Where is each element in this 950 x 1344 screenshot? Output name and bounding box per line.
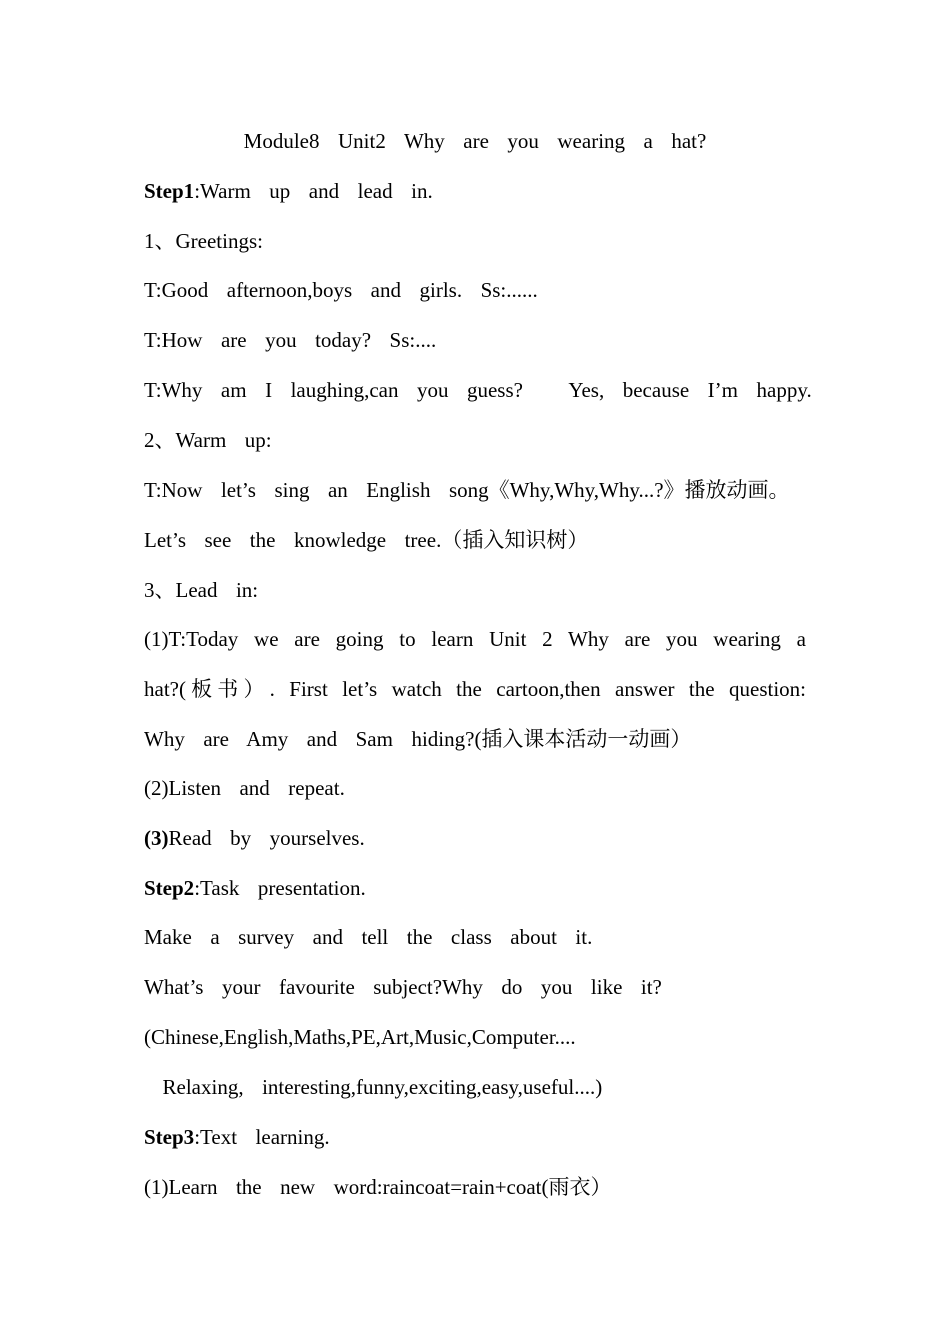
lead-in-line-2: hat?(板书）. First let’s watch the cartoon,then answer the question: xyxy=(144,677,806,701)
step1-heading xyxy=(144,178,433,204)
step2-label: Step2 xyxy=(144,876,195,900)
greetings-heading: 1、Greetings: xyxy=(144,229,263,253)
step3-label: Step3 xyxy=(144,1125,195,1149)
lead-in-heading: 3、Lead in: xyxy=(144,578,259,602)
dialogue-line-1: T:Good afternoon,boys and girls. Ss:...... xyxy=(144,278,538,302)
lead-in-line-3: Why are Amy and Sam hiding?(插入课本活动一动画） xyxy=(144,727,692,751)
step2-heading xyxy=(144,875,366,901)
page-title: Module8 Unit2 Why are you wearing a hat? xyxy=(243,129,707,153)
dialogue-line-3: T:Why am I laughing,can you guess? Yes, because I’m happy. xyxy=(144,378,812,402)
step1-text: :Warm up and lead in. xyxy=(194,179,433,203)
read-label: (3) xyxy=(144,826,169,850)
new-word-line: (1)Learn the new word:raincoat=rain+coat(雨衣） xyxy=(144,1175,612,1199)
adjectives-line: Relaxing, interesting,funny,exciting,easy,useful....) xyxy=(144,1075,603,1099)
read-text: Read by yourselves. xyxy=(168,826,365,850)
read-line xyxy=(144,825,365,851)
step3-text: :Text learning. xyxy=(194,1125,330,1149)
step1-label: Step1 xyxy=(144,179,195,203)
warmup-heading: 2、Warm up: xyxy=(144,428,272,452)
listen-repeat-line: (2)Listen and repeat. xyxy=(144,776,345,800)
question-line: What’s your favourite subject?Why do you like it? xyxy=(144,975,662,999)
step2-text: :Task presentation. xyxy=(194,876,366,900)
survey-line: Make a survey and tell the class about it. xyxy=(144,925,593,949)
step3-heading xyxy=(144,1124,330,1150)
dialogue-line-2: T:How are you today? Ss:.... xyxy=(144,328,437,352)
lead-in-line-1: (1)T:Today we are going to learn Unit 2 Why are you wearing a xyxy=(144,627,806,651)
song-line: T:Now let’s sing an English song《Why,Why,Why...?》播放动画。 xyxy=(144,478,790,502)
knowledge-tree-line: Let’s see the knowledge tree.（插入知识树） xyxy=(144,528,589,552)
subjects-line: (Chinese,English,Maths,PE,Art,Music,Computer.... xyxy=(144,1025,576,1049)
